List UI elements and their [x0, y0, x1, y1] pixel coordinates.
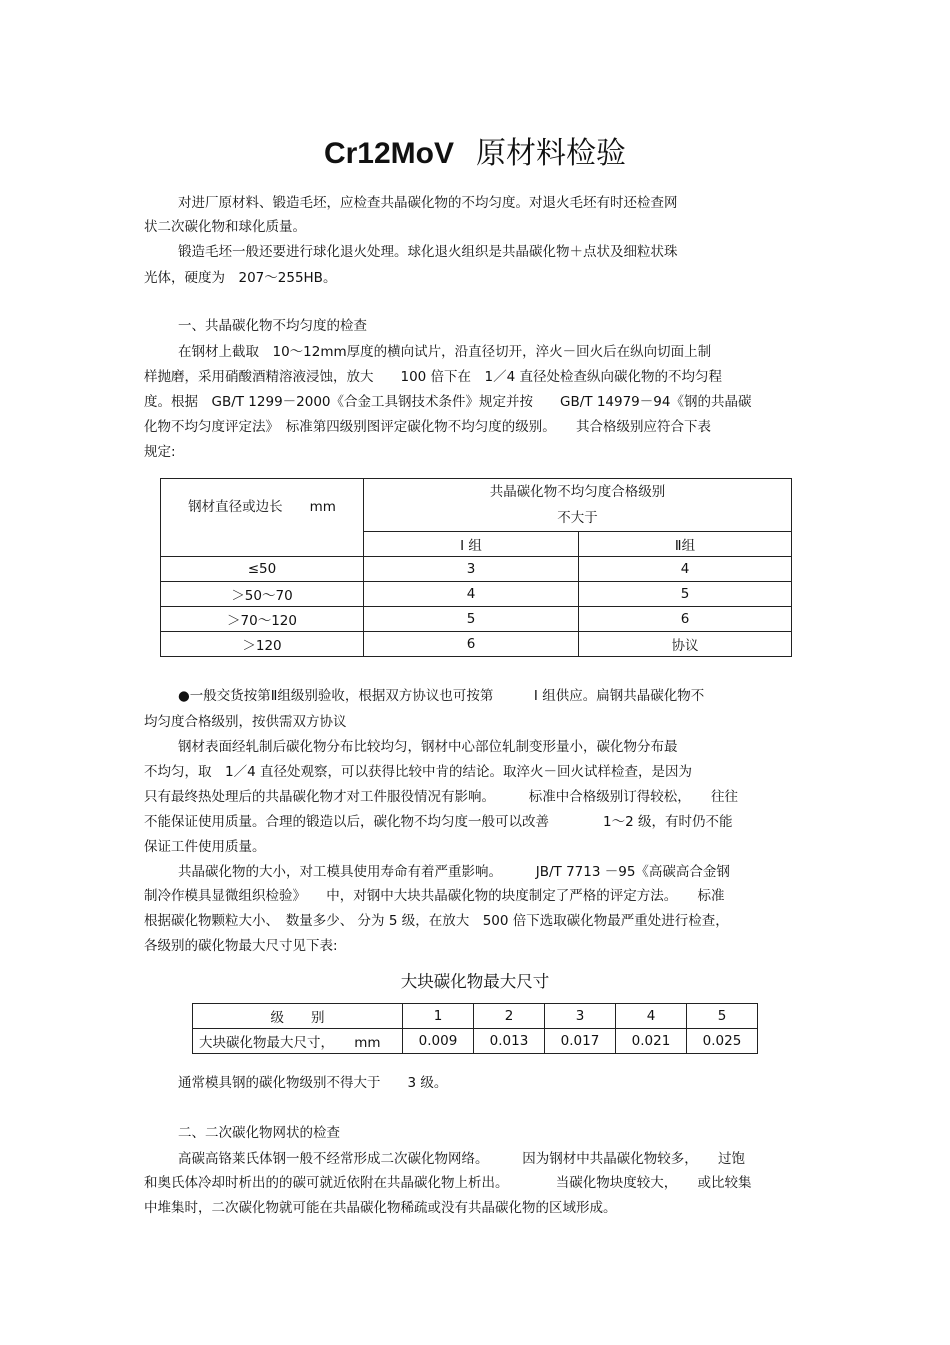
table-row [161, 557, 792, 582]
value-cell: 0.025 [687, 1029, 758, 1054]
level-cell: 2 [474, 1004, 545, 1029]
paragraph-line: 各级别的碳化物最大尺寸见下表: [144, 938, 338, 954]
g1-cell: 6 [364, 632, 579, 657]
section-heading: 一、共晶碳化物不均匀度的检查 [178, 318, 367, 334]
paragraph-line: 中堆集时，二次碳化物就可能在共晶碳化物稀疏或没有共晶碳化物的区域形成。 [144, 1200, 617, 1216]
table-row [193, 1004, 758, 1029]
size-cell: ＞120 [161, 632, 364, 657]
paragraph-line: 通常模具钢的碳化物级别不得大于 3 级。 [178, 1075, 448, 1091]
paragraph-line: 共晶碳化物的大小，对工模具使用寿命有着严重影响。 JB/T 7713 －95《高碳高合金钢 [178, 864, 730, 880]
paragraph-line: 度。根据 GB/T 1299－2000《合金工具钢技术条件》规定并按 GB/T 14979－94《钢的共晶碳 [144, 394, 752, 410]
paragraph-line: 状二次碳化物和球化质量。 [144, 219, 306, 235]
g2-cell: 协议 [579, 632, 792, 657]
size-cell: ＞50～70 [161, 582, 364, 607]
value-cell: 0.017 [545, 1029, 616, 1054]
paragraph-line: 保证工件使用质量。 [144, 839, 266, 855]
empty-cell [161, 532, 364, 557]
grade-header-line: 共晶碳化物不均匀度合格级别 [489, 484, 666, 500]
page-title [0, 128, 950, 172]
paragraph-line: 和奥氏体冷却时析出的的碳可就近依附在共晶碳化物上析出。 当碳化物块度较大， 或比较集 [144, 1175, 752, 1191]
carbide-size-table [192, 1003, 758, 1054]
paragraph-line: 只有最终热处理后的共晶碳化物才对工件服役情况有影响。 标准中合格级别订得较松， 往往 [144, 789, 738, 805]
paragraph-line: 均匀度合格级别，按供需双方协议 [144, 714, 347, 730]
g1-cell: 5 [364, 607, 579, 632]
table-caption: 大块碳化物最大尺寸 [400, 972, 550, 991]
paragraph-line: 对进厂原材料、锻造毛坯，应检查共晶碳化物的不均匀度。对退火毛坯有时还检查网 [178, 195, 678, 211]
group-2-header: Ⅱ组 [579, 532, 792, 557]
g2-cell: 6 [579, 607, 792, 632]
paragraph-line: 制冷作模具显微组织检验》 中，对钢中大块共晶碳化物的块度制定了严格的评定方法。 标准 [144, 888, 725, 904]
carbide-grade-table [160, 478, 792, 532]
table-row [161, 607, 792, 632]
value-cell: 0.021 [616, 1029, 687, 1054]
paragraph-line: 锻造毛坯一般还要进行球化退火处理。球化退火组织是共晶碳化物＋点状及细粒状珠 [178, 244, 678, 260]
paragraph-line: 钢材表面经轧制后碳化物分布比较均匀，钢材中心部位轧制变形量小，碳化物分布最 [178, 739, 678, 755]
paragraph-line: 根据碳化物颗粒大小、 数量多少、 分为 5 级，在放大 500 倍下选取碳化物最严重处进行检查， [144, 913, 729, 929]
table-row [161, 632, 792, 657]
paragraph-line: 规定: [144, 444, 176, 460]
level-cell: 5 [687, 1004, 758, 1029]
table-row [193, 1029, 758, 1054]
paragraph-line: 样抛磨，采用硝酸酒精溶液浸蚀，放大 100 倍下在 1／4 直径处检查纵向碳化物的不均匀程 [144, 369, 723, 385]
g1-cell: 3 [364, 557, 579, 582]
group-1-header: Ⅰ 组 [364, 532, 579, 557]
section-heading: 二、二次碳化物网状的检查 [178, 1125, 340, 1141]
level-cell: 1 [403, 1004, 474, 1029]
carbide-grade-table-body [160, 531, 792, 657]
title-latin: Cr12MoV [323, 137, 455, 170]
paragraph-line: 高碳高铬莱氏体钢一般不经常形成二次碳化物网络。 因为钢材中共晶碳化物较多， 过饱 [178, 1151, 745, 1167]
size-header: 大块碳化物最大尺寸， mm [193, 1029, 403, 1054]
paragraph-line: ●一般交货按第Ⅱ组级别验收，根据双方协议也可按第 Ⅰ 组供应。扁钢共晶碳化物不 [178, 688, 705, 704]
value-cell: 0.013 [474, 1029, 545, 1054]
g1-cell: 4 [364, 582, 579, 607]
value-cell: 0.009 [403, 1029, 474, 1054]
paragraph-line: 不均匀，取 1／4 直径处观察，可以获得比较中肯的结论。取淬火－回火试样检查，是因为 [144, 764, 692, 780]
paragraph-line: 光体，硬度为 207～255HB。 [144, 270, 337, 286]
g2-cell: 5 [579, 582, 792, 607]
paragraph-line: 在钢材上截取 10～12mm厚度的横向试片，沿直径切开，淬火－回火后在纵向切面上制 [178, 344, 712, 360]
size-cell: ＞70～120 [161, 607, 364, 632]
title-chinese: 原材料检验 [476, 136, 627, 171]
level-cell: 3 [545, 1004, 616, 1029]
paragraph-line: 不能保证使用质量。合理的锻造以后，碳化物不均匀度一般可以改善 1～2 级，有时仍不能 [144, 814, 733, 830]
column-header-grade [364, 479, 792, 532]
paragraph-line: 化物不均匀度评定法》 标准第四级别图评定碳化物不均匀度的级别。 其合格级别应符合下表 [144, 419, 711, 435]
column-header-size: 钢材直径或边长 mm [161, 479, 364, 532]
table-row [161, 582, 792, 607]
size-cell: ≤50 [161, 557, 364, 582]
grade-header-line: 不大于 [557, 510, 598, 526]
g2-cell: 4 [579, 557, 792, 582]
level-header: 级 别 [193, 1004, 403, 1029]
level-cell: 4 [616, 1004, 687, 1029]
